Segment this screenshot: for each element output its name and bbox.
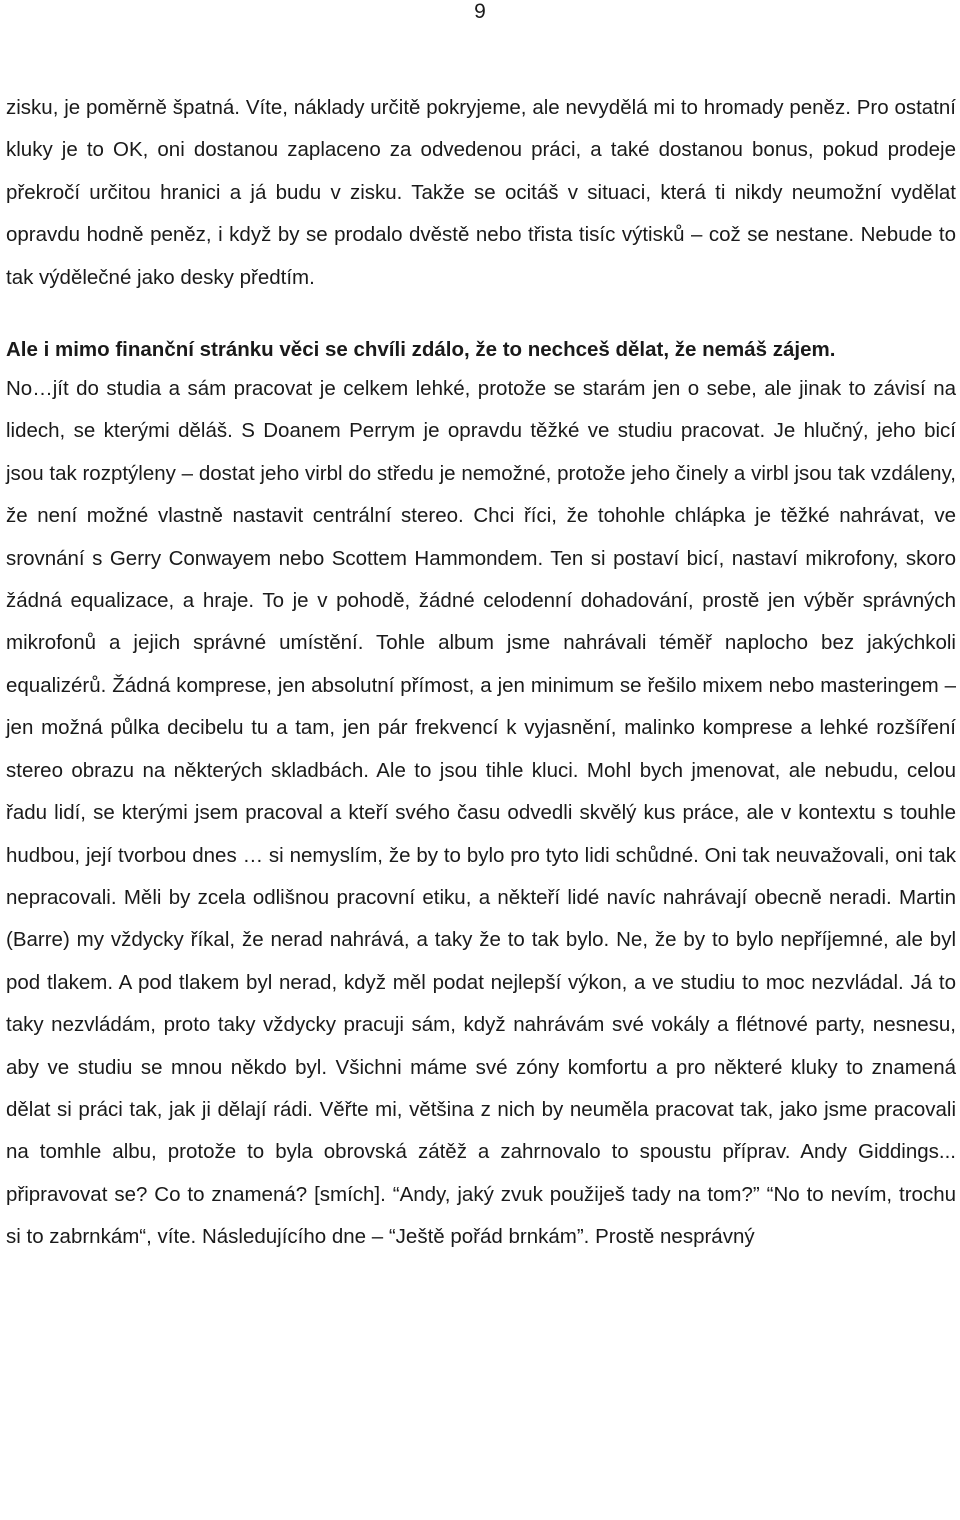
paragraph-2: No…jít do studia a sám pracovat je celkem lehké, protože se starám jen o sebe, ale jinak to závisí na lidech, se kterými děláš. S Doanem Perrym je opravdu těžké ve studiu pracovat. Je hlučný, jeho bicí jsou tak rozptýleny – dostat jeho virbl do středu je nemožné, protože jeho činely a virbl jsou tak vzdáleny, že není možné vlastně nastavit centrální stereo. Chci říci, že tohohle chlápka je těžké nahrávat, ve srovnání s Gerry Conwayem nebo Scottem Hammondem. Ten si postaví bicí, nastaví mikrofony, skoro žádná equalizace, a hraje. To je v pohodě, žádné celodenní dohadování, prostě jen výběr správných mikrofonů a jejich správné umístění. Tohle album jsme nahrávali téměř naplocho bez jakýchkoli equalizérů. Žádná komprese, jen absolutní přímost, a jen minimum se řešilo mixem nebo masteringem – jen možná půlka decibelu tu a tam, jen pár frekvencí k vyjasnění, malinko komprese a lehké rozšíření stereo obrazu na některých skladbách. Ale to jsou tihle kluci. Mohl bych jmenovat, ale nebudu, celou řadu lidí, se kterými jsem pracoval a kteří svého času odvedli skvělý kus práce, ale v kontextu s touhle hudbou, její tvorbou dnes … si nemyslím, že by to bylo pro tyto lidi schůdné. Oni tak neuvažovali, oni tak nepracovali. Měli by zcela odlišnou pracovní etiku, a někteří lidé navíc nahrávají obecně neradi. Martin (Barre) my vždycky říkal, že nerad nahrává, a taky že to tak bylo. Ne, že by to bylo nepříjemné, ale byl pod tlakem. A pod tlakem byl nerad, když měl podat nejlepší výkon, a ve studiu to moc nezvládal. Já to taky nezvládám, proto taky vždycky pracuji sám, když nahrávám své vokály a flétnové party, nesnesu, aby ve studiu se mnou někdo byl. Všichni máme své zóny komfortu a pro některé kluky to znamená dělat si práci tak, jak ji dělají rádi. Věřte mi, většina z nich by neuměla pracovat tak, jako jsme pracovali na tomhle albu, protože to byla obrovská zátěž a zahrnovalo to spoustu příprav. Andy Giddings... připravovat se? Co to znamená? [smích]. “Andy, jaký zvuk použiješ tady na tom?” “No to nevím, trochu si to zabrnkám“, víte. Následujícího dne – “Ještě pořád brnkám”. Prostě nesprávný (6, 377, 956, 1249)
page-number: 9 (474, 0, 486, 23)
document-body (6, 87, 956, 1259)
interview-question: Ale i mimo finanční stránku věci se chvíli zdálo, že to nechceš dělat, že nemáš zájem. (6, 338, 836, 362)
paragraph-1: zisku, je poměrně špatná. Víte, náklady určitě pokryjeme, ale nevydělá mi to hromady peněz. Pro ostatní kluky je to OK, oni dostanou zaplaceno za odvedenou práci, a také dostanou bonus, pokud prodeje překročí určitou hranici a já budu v zisku. Takže se ocitáš v situaci, která ti nikdy neumožní vydělat opravdu hodně peněz, i když by se prodalo dvěstě nebo třista tisíc výtisků – což se nestane. Nebude to tak výdělečné jako desky předtím. (6, 96, 956, 289)
